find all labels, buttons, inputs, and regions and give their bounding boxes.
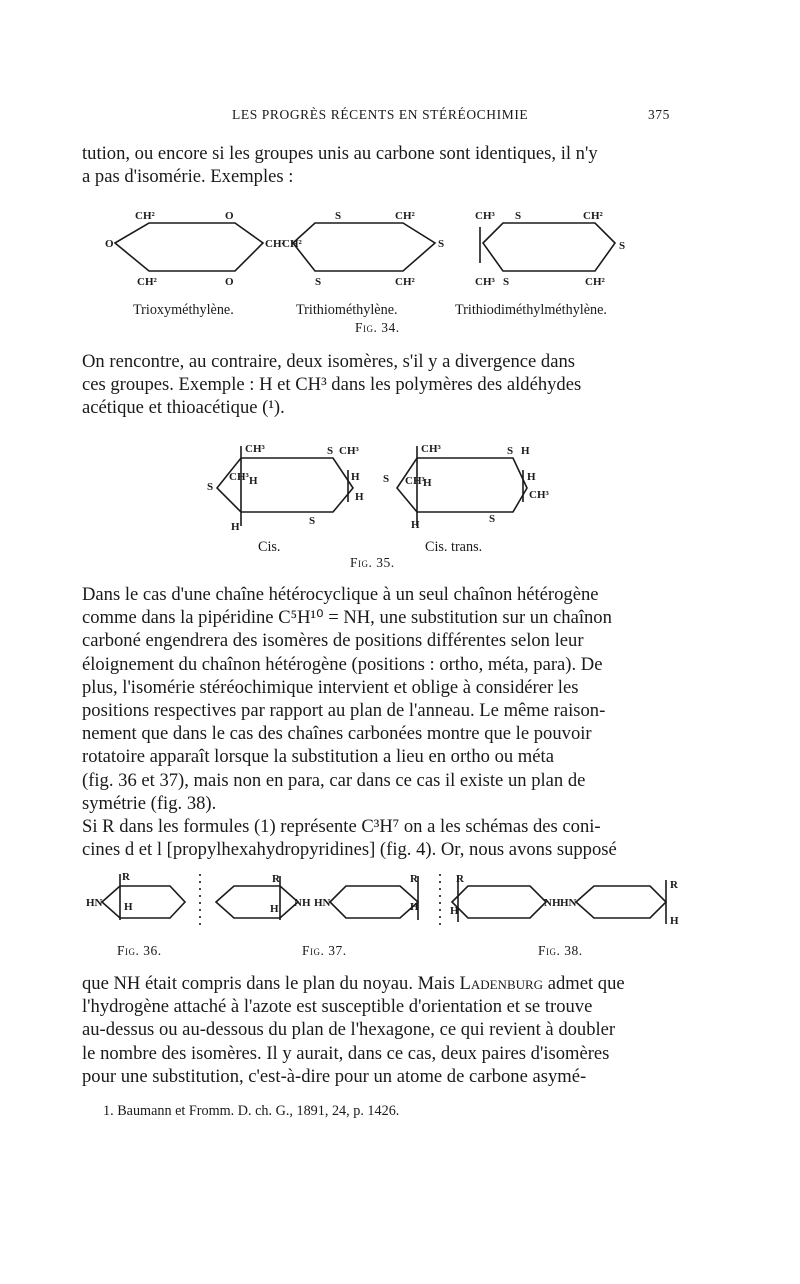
figure-label: Fig. 36. — [117, 943, 162, 958]
atom-label: S — [327, 445, 334, 457]
hexagon-ring — [452, 886, 546, 918]
atom-label: O — [105, 238, 114, 250]
atom-label: R — [456, 873, 464, 885]
atom-label: S — [383, 473, 390, 485]
atom-label: H — [670, 915, 679, 927]
atom-label: HN — [86, 897, 103, 909]
hexagon-ring — [102, 886, 185, 918]
atom-label: CH³ — [339, 445, 359, 457]
atom-label: H — [423, 477, 432, 489]
atom-label: R — [410, 873, 418, 885]
figure-34-diagram — [105, 205, 665, 295]
atom-label: CH² — [137, 276, 157, 288]
atom-label: S — [515, 210, 522, 222]
text-line: ces groupes. Exemple : H et CH³ dans les polymères des aldéhydes — [82, 374, 582, 396]
text-line: a pas d'isomérie. Exemples : — [82, 166, 294, 188]
atom-label: S — [503, 276, 510, 288]
atom-label: HN — [560, 897, 577, 909]
atom-label: CH² — [585, 276, 605, 288]
running-title: LES PROGRÈS RÉCENTS EN STÉRÉOCHIMIE — [232, 107, 529, 122]
atom-label: R — [272, 873, 280, 885]
atom-label: H — [355, 491, 364, 503]
atom-label: H — [270, 903, 279, 915]
hexagon-ring — [216, 886, 298, 918]
paragraph-5 — [82, 972, 670, 1088]
atom-label: CH² — [583, 210, 603, 222]
text-line: carboné engendrera des isomères de positions différentes selon leur — [82, 630, 584, 652]
figure-caption: Cis. — [258, 539, 281, 555]
text-line: le nombre des isomères. Il y aurait, dans ce cas, deux paires d'isomères — [82, 1042, 610, 1064]
text-line: Si R dans les formules (1) représente C³H⁷ on a les schémas des coni- — [82, 816, 601, 837]
text-line: symétrie (fig. 38). — [82, 792, 217, 814]
figure-label: Fig. 37. — [302, 943, 347, 958]
atom-label: CH³ — [421, 443, 441, 455]
text-line: plus, l'isomérie stéréochimique intervient et oblige à considérer les — [82, 676, 579, 698]
atom-label: H — [231, 521, 240, 533]
atom-label: H — [410, 901, 419, 913]
atom-label: H — [521, 445, 530, 457]
text-line: tution, ou encore si les groupes unis au carbone sont identiques, il n'y — [82, 143, 598, 164]
atom-label: H — [124, 901, 133, 913]
atom-label: H — [450, 905, 459, 917]
atom-label: H — [351, 471, 360, 483]
paragraph-3 — [82, 583, 670, 815]
figure-caption: Trithiométhylène. — [296, 302, 398, 318]
hexagon-ring — [576, 886, 666, 918]
figure-35-diagram — [205, 440, 565, 540]
figure-caption: Trithiodiméthylméthylène. — [455, 302, 607, 318]
figure-caption: Trioxyméthylène. — [133, 302, 234, 318]
atom-label: NH — [544, 897, 561, 909]
paragraph-2 — [82, 350, 670, 420]
hexagon-ring — [330, 886, 418, 918]
text-line: On rencontre, au contraire, deux isomères, s'il y a divergence dans — [82, 351, 575, 372]
atom-label: H — [411, 519, 420, 531]
atom-label: S — [335, 210, 342, 222]
atom-label: CH² — [395, 210, 415, 222]
paragraph-1 — [82, 142, 670, 188]
atom-label: CH³ — [229, 471, 249, 483]
atom-label: O — [225, 210, 234, 222]
atom-label: H — [527, 471, 536, 483]
footnote: 1. Baumann et Fromm. D. ch. G., 1891, 24, p. 1426. — [103, 1103, 400, 1119]
atom-label: S — [438, 238, 445, 250]
hexagon-ring — [293, 223, 435, 271]
figures-36-38-diagram — [86, 870, 700, 940]
atom-label: NH — [294, 897, 311, 909]
atom-label: S — [207, 481, 214, 493]
atom-label: CH² — [395, 276, 415, 288]
text-line: Dans le cas d'une chaîne hétérocyclique à un seul chaînon hétérogène — [82, 584, 599, 605]
atom-label: CH³ — [475, 276, 495, 288]
figure-label: Fig. 38. — [538, 943, 583, 958]
page-number: 375 — [647, 107, 670, 122]
atom-label: CH³ — [245, 443, 265, 455]
text-line: au-dessus ou au-dessous du plan de l'hexagone, ce qui revient à doubler — [82, 1019, 616, 1041]
atom-label: HN — [314, 897, 331, 909]
atom-label: R — [122, 871, 130, 883]
text-line: positions respectives par rapport au plan de l'anneau. Le même raison- — [82, 700, 606, 722]
figure-caption: Cis. trans. — [425, 539, 483, 555]
atom-label: CH³ — [475, 210, 495, 222]
text-line: pour une substitution, c'est-à-dire pour un atome de carbone asymé- — [82, 1065, 587, 1087]
atom-label: S — [315, 276, 322, 288]
text-line: rotatoire apparaît lorsque la substitution a lieu en ortho ou méta — [82, 746, 554, 768]
atom-label: H — [249, 475, 258, 487]
text-line: nement que dans le cas des chaînes carbonées montre que le pouvoir — [82, 723, 592, 745]
paragraph-4 — [82, 815, 670, 861]
atom-label: CH³ — [529, 489, 549, 501]
atom-label: CH³ — [405, 475, 425, 487]
atom-label: CH² — [282, 238, 302, 250]
atom-label: S — [309, 515, 316, 527]
text-line: l'hydrogène attaché à l'azote est susceptible d'orientation et se trouve — [82, 996, 593, 1018]
text-line: comme dans la pipéridine C⁵H¹⁰ = NH, une substitution sur un chaînon — [82, 607, 612, 629]
atom-label: S — [619, 240, 626, 252]
atom-label: S — [489, 513, 496, 525]
text-line: (fig. 36 et 37), mais non en para, car dans ce cas il existe un plan de — [82, 769, 586, 791]
hexagon-ring — [217, 458, 353, 512]
figure-label: Fig. 35. — [350, 555, 395, 570]
atom-label: O — [225, 276, 234, 288]
text-line: cines d et l [propylhexahydropyridines] (fig. 4). Or, nous avons supposé — [82, 839, 617, 861]
atom-label: CH² — [265, 238, 285, 250]
atom-label: CH² — [135, 210, 155, 222]
hexagon-ring — [115, 223, 263, 271]
text-line: que NH était compris dans le plan du noyau. Mais Ladenburg admet que — [82, 973, 625, 994]
atom-label: R — [670, 879, 678, 891]
figure-label: Fig. 34. — [355, 320, 400, 335]
text-line: acétique et thioacétique (¹). — [82, 397, 285, 419]
text-line: éloignement du chaînon hétérogène (positions : ortho, méta, para). De — [82, 653, 603, 675]
atom-label: S — [507, 445, 514, 457]
hexagon-ring — [483, 223, 615, 271]
